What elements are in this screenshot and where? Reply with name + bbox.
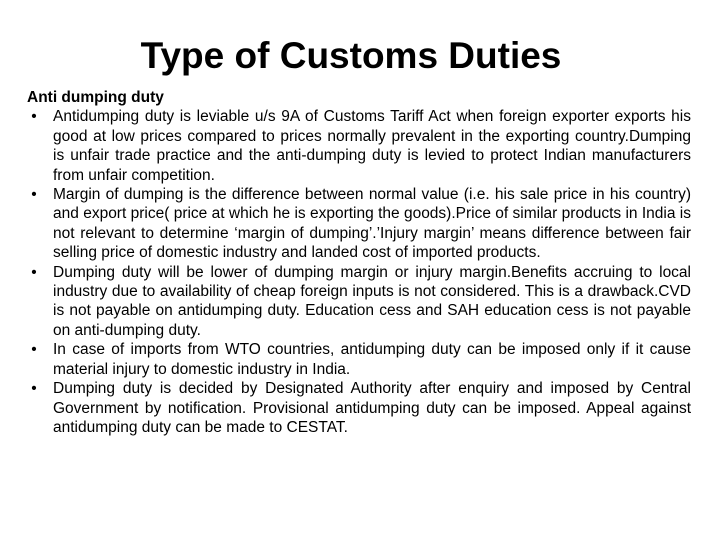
bullet-item [27, 379, 691, 437]
section-heading: Anti dumping duty [27, 89, 164, 106]
bullet-icon: • [31, 186, 37, 204]
bullet-item [27, 107, 691, 185]
bullet-item [27, 263, 691, 341]
bullet-text: Dumping duty will be lower of dumping margin or injury margin.Benefits accruing to local industry due to availability of cheap foreign inputs is not considered. This is a drawback.CVD is not payable on antidumping duty. Education cess and SAH education cess is not payable on anti-dumping duty. [53, 263, 691, 339]
bullet-text: Dumping duty is decided by Designated Authority after enquiry and imposed by Central Government by notification. Provisional antidumping duty can be imposed. Appeal against antidumping duty can be made to CESTAT. [53, 380, 691, 436]
bullet-icon: • [31, 341, 37, 359]
slide-content [27, 88, 691, 437]
bullet-icon: • [31, 108, 37, 126]
bullet-text: In case of imports from WTO countries, antidumping duty can be imposed only if it cause material injury to domestic industry in India. [53, 341, 691, 378]
bullet-text: Antidumping duty is leviable u/s 9A of Customs Tariff Act when foreign exporter exports his good at low prices compared to prices normally prevalent in the exporting country.Dumping is unfair trade practice and the anti-dumping duty is levied to protect Indian manufacturers from unfair competition. [53, 108, 691, 184]
slide-title: Type of Customs Duties [140, 35, 562, 76]
bullet-item [27, 185, 691, 263]
bullet-icon: • [31, 380, 37, 398]
bullet-icon: • [31, 263, 37, 281]
bullet-text: Margin of dumping is the difference between normal value (i.e. his sale price in his country) and export price( price at which he is exporting the goods).Price of similar products in India is not relevant to determine ‘margin of dumping’.’Injury margin’ means difference between fair selling price of domestic industry and landed cost of imported products. [53, 186, 691, 262]
bullet-list [27, 107, 691, 437]
bullet-item [27, 340, 691, 379]
